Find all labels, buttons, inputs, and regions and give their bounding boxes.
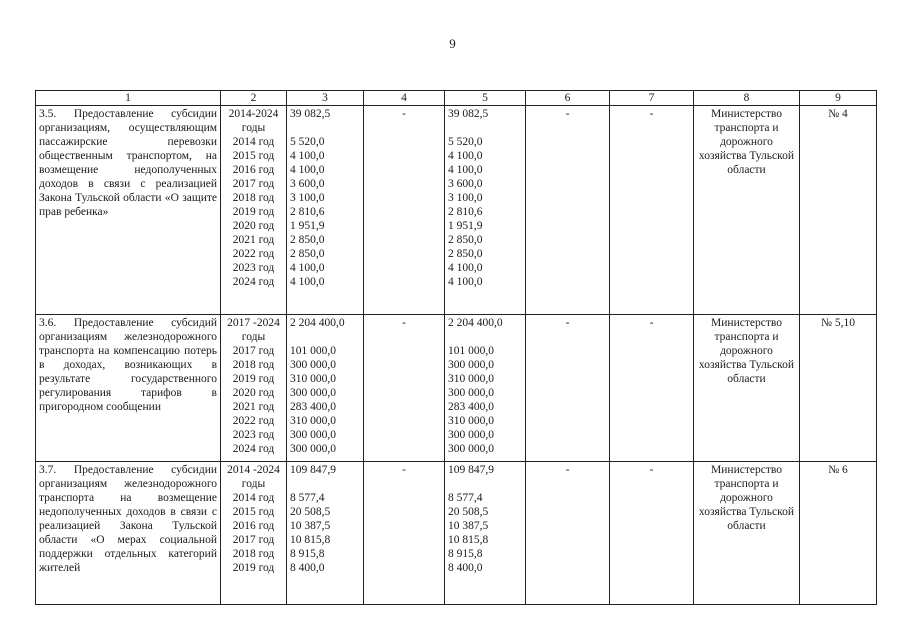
amount-value xyxy=(290,330,360,344)
period-label: 2015 год xyxy=(232,506,275,518)
page-number: 9 xyxy=(449,36,456,51)
indicator-ref: № 5,10 xyxy=(800,315,877,462)
period-label: годы xyxy=(241,331,266,343)
column-header: 5 xyxy=(445,91,526,106)
local-budget-cell: - xyxy=(526,462,610,605)
period-label: 2017 год xyxy=(232,345,275,357)
table-row xyxy=(36,462,877,605)
table-row xyxy=(36,106,877,315)
column-header: 7 xyxy=(610,91,694,106)
period-label: 2016 год xyxy=(232,520,275,532)
table-row xyxy=(36,315,877,462)
amount-value: 2 810,6 xyxy=(290,206,325,218)
amount-value: 3 600,0 xyxy=(448,178,483,190)
period-label: 2019 год xyxy=(232,373,275,385)
amount-value: 300 000,0 xyxy=(290,429,336,441)
amount-total-cell xyxy=(287,462,364,605)
extrabudgetary-cell: - xyxy=(610,462,694,605)
amount-value: 10 815,8 xyxy=(290,534,331,546)
amount-value: 39 082,5 xyxy=(290,108,331,120)
amount-value: 4 100,0 xyxy=(290,164,325,176)
period-label: 2017 -2024 xyxy=(227,317,280,329)
period-label: 2023 год xyxy=(232,429,275,441)
period-label: 2022 год xyxy=(232,248,275,260)
measure-description: 3.5. Предоставление субсидии организациям, осуществляющим пассажирские перевозки общественным транспортом, на возмещение недополученных доходов в связи с реализацией Закона Тульской области «О защите прав ребенка» xyxy=(36,106,221,315)
amount-value: 8 400,0 xyxy=(290,562,325,574)
amount-value: 310 000,0 xyxy=(290,415,336,427)
column-header: 2 xyxy=(221,91,287,106)
amount-total-cell xyxy=(287,315,364,462)
period-label: 2018 год xyxy=(232,192,275,204)
program-table xyxy=(35,90,877,605)
extrabudgetary-cell: - xyxy=(610,106,694,315)
period-label: 2014-2024 xyxy=(228,108,279,120)
period-label: 2014 -2024 xyxy=(227,464,280,476)
column-header: 9 xyxy=(800,91,877,106)
amount-value: 4 100,0 xyxy=(448,164,483,176)
column-header: 8 xyxy=(694,91,800,106)
amount-value xyxy=(290,121,360,135)
amount-value: 3 600,0 xyxy=(290,178,325,190)
amount-value: 101 000,0 xyxy=(448,345,494,357)
period-label: 2021 год xyxy=(232,401,275,413)
amount-value: 300 000,0 xyxy=(448,443,494,455)
period-cell xyxy=(221,315,287,462)
amount-value: 283 400,0 xyxy=(290,401,336,413)
period-label: 2014 год xyxy=(232,492,275,504)
period-label: 2020 год xyxy=(232,387,275,399)
amount-value: 10 387,5 xyxy=(448,520,489,532)
period-label: 2024 год xyxy=(232,276,275,288)
amount-value: 10 387,5 xyxy=(290,520,331,532)
amount-value: 310 000,0 xyxy=(290,373,336,385)
federal-budget-cell: - xyxy=(364,315,445,462)
amount-value: 20 508,5 xyxy=(448,506,489,518)
amount-value: 4 100,0 xyxy=(448,262,483,274)
amount-value: 2 204 400,0 xyxy=(448,317,503,329)
amount-value: 283 400,0 xyxy=(448,401,494,413)
period-label: 2023 год xyxy=(232,262,275,274)
indicator-ref: № 4 xyxy=(800,106,877,315)
amount-value: 2 810,6 xyxy=(448,206,483,218)
amount-value: 109 847,9 xyxy=(290,464,336,476)
amount-value: 1 951,9 xyxy=(290,220,325,232)
period-label: 2017 год xyxy=(232,178,275,190)
period-label: 2018 год xyxy=(232,359,275,371)
amount-value: 8 915,8 xyxy=(448,548,483,560)
responsible-executor: Министерство транспорта и дорожного хозяйства Тульской области xyxy=(694,462,800,605)
amount-value: 300 000,0 xyxy=(290,387,336,399)
column-header: 6 xyxy=(526,91,610,106)
period-label: 2018 год xyxy=(232,548,275,560)
regional-budget-cell xyxy=(445,462,526,605)
column-header: 4 xyxy=(364,91,445,106)
responsible-executor: Министерство транспорта и дорожного хозяйства Тульской области xyxy=(694,315,800,462)
amount-value: 300 000,0 xyxy=(448,429,494,441)
local-budget-cell: - xyxy=(526,315,610,462)
header-row xyxy=(36,91,877,106)
amount-value: 1 951,9 xyxy=(448,220,483,232)
amount-value: 310 000,0 xyxy=(448,415,494,427)
amount-value: 2 850,0 xyxy=(290,234,325,246)
amount-value: 2 204 400,0 xyxy=(290,317,345,329)
measure-description: 3.7. Предоставление субсидии организациям железнодорожного транспорта на возмещение недополученных доходов в связи с реализацией Закона Тульской области «О мерах социальной поддержки отдельных категорий жителей xyxy=(36,462,221,605)
period-label: 2022 год xyxy=(232,415,275,427)
column-header: 3 xyxy=(287,91,364,106)
amount-value: 20 508,5 xyxy=(290,506,331,518)
amount-value: 2 850,0 xyxy=(448,234,483,246)
column-header: 1 xyxy=(36,91,221,106)
extrabudgetary-cell: - xyxy=(610,315,694,462)
amount-value: 3 100,0 xyxy=(290,192,325,204)
period-cell xyxy=(221,462,287,605)
responsible-executor: Министерство транспорта и дорожного хозяйства Тульской области xyxy=(694,106,800,315)
amount-value: 4 100,0 xyxy=(290,262,325,274)
amount-value xyxy=(448,477,522,491)
period-label: 2017 год xyxy=(232,534,275,546)
amount-value: 4 100,0 xyxy=(290,150,325,162)
amount-value: 8 915,8 xyxy=(290,548,325,560)
period-label: 2015 год xyxy=(232,150,275,162)
regional-budget-cell xyxy=(445,106,526,315)
amount-value xyxy=(448,121,522,135)
period-label: 2014 год xyxy=(232,136,275,148)
amount-value xyxy=(290,477,360,491)
amount-value: 109 847,9 xyxy=(448,464,494,476)
amount-value xyxy=(448,330,522,344)
amount-value: 310 000,0 xyxy=(448,373,494,385)
period-label: 2021 год xyxy=(232,234,275,246)
federal-budget-cell: - xyxy=(364,106,445,315)
amount-value: 5 520,0 xyxy=(448,136,483,148)
amount-total-cell xyxy=(287,106,364,315)
amount-value: 4 100,0 xyxy=(448,276,483,288)
period-label: годы xyxy=(241,478,266,490)
amount-value: 300 000,0 xyxy=(448,359,494,371)
period-label: 2016 год xyxy=(232,164,275,176)
period-label: 2019 год xyxy=(232,206,275,218)
amount-value: 300 000,0 xyxy=(290,443,336,455)
amount-value: 8 577,4 xyxy=(448,492,483,504)
amount-value: 2 850,0 xyxy=(290,248,325,260)
amount-value: 300 000,0 xyxy=(448,387,494,399)
period-label: 2024 год xyxy=(232,443,275,455)
indicator-ref: № 6 xyxy=(800,462,877,605)
amount-value: 8 577,4 xyxy=(290,492,325,504)
amount-value: 8 400,0 xyxy=(448,562,483,574)
period-label: 2020 год xyxy=(232,220,275,232)
amount-value: 5 520,0 xyxy=(290,136,325,148)
amount-value: 300 000,0 xyxy=(290,359,336,371)
period-label: 2019 год xyxy=(232,562,275,574)
amount-value: 2 850,0 xyxy=(448,248,483,260)
amount-value: 4 100,0 xyxy=(290,276,325,288)
federal-budget-cell: - xyxy=(364,462,445,605)
regional-budget-cell xyxy=(445,315,526,462)
amount-value: 4 100,0 xyxy=(448,150,483,162)
period-cell xyxy=(221,106,287,315)
amount-value: 3 100,0 xyxy=(448,192,483,204)
measure-description: 3.6. Предоставление субсидий организациям железнодорожного транспорта на компенсацию потерь в доходах, возникающих в результате государственного регулирования тарифов в пригородном сообщении xyxy=(36,315,221,462)
period-label: годы xyxy=(241,122,266,134)
amount-value: 101 000,0 xyxy=(290,345,336,357)
amount-value: 10 815,8 xyxy=(448,534,489,546)
amount-value: 39 082,5 xyxy=(448,108,489,120)
local-budget-cell: - xyxy=(526,106,610,315)
